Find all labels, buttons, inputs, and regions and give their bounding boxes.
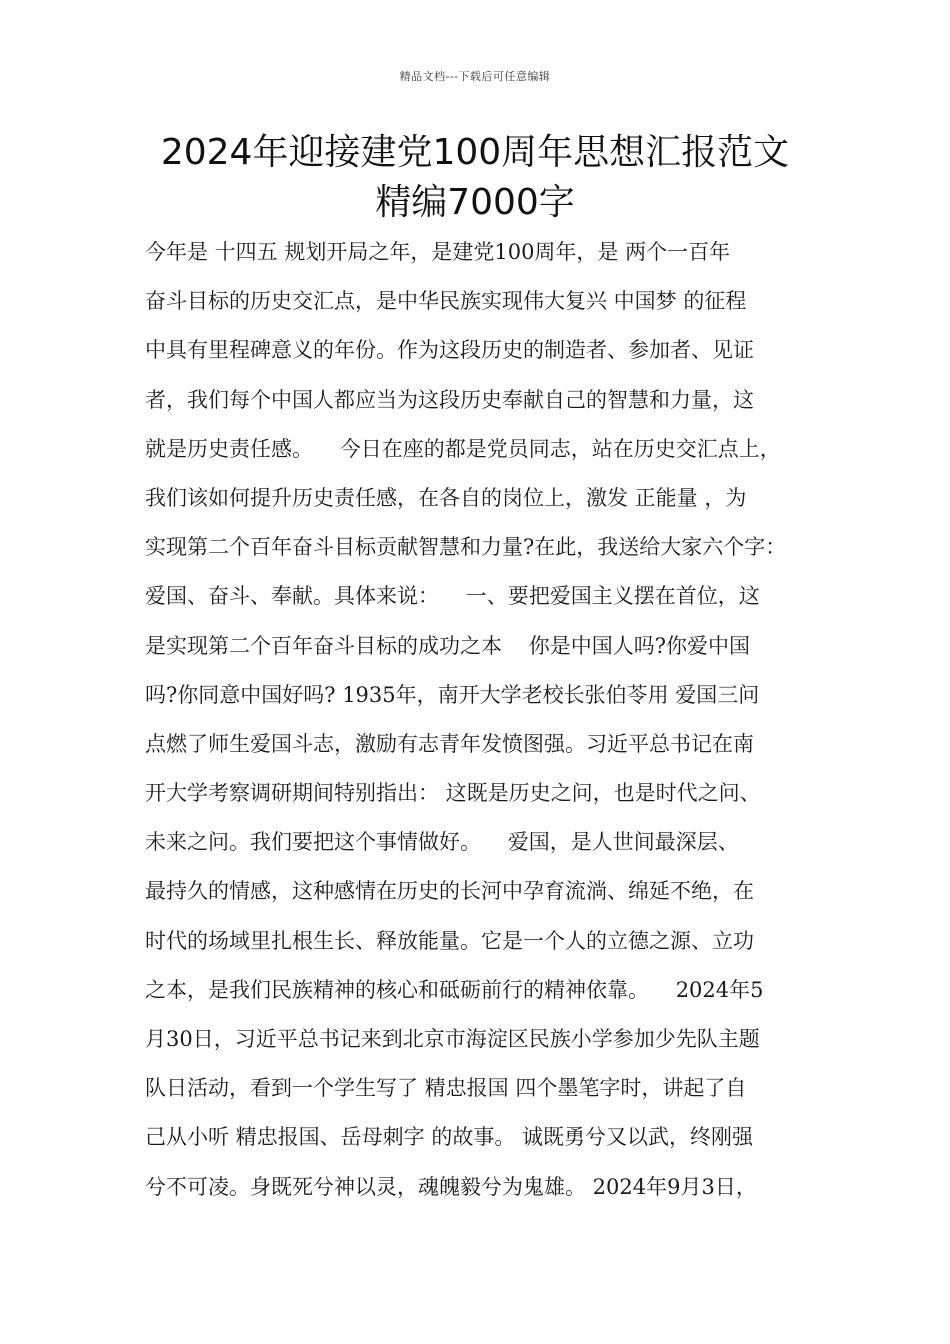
body-line: 时代的场域里扎根生长、释放能量。它是一个人的立德之源、立功 [145,928,754,953]
title-line-2: 精编7000字 [375,182,575,223]
body-line: 爱国、奋斗、奉献。具体来说： 一、要把爱国主义摆在首位，这 [145,584,760,609]
body-line: 点燃了师生爱国斗志，激励有志青年发愤图强。习近平总书记在南 [145,731,754,756]
body-line: 队日活动，看到一个学生写了 精忠报国 四个墨笔字时，讲起了自 [145,1076,747,1101]
body-text [145,228,825,1212]
body-line: 吗?你同意中国好吗? 1935年，南开大学老校长张伯苓用 爱国三问 [145,682,760,707]
title-line-1: 2024年迎接建党100周年思想汇报范文 [160,132,790,173]
body-line: 我们该如何提升历史责任感，在各自的岗位上，激发 正能量 ，为 [145,485,747,510]
document-title [100,128,850,228]
body-line: 中具有里程碑意义的年份。作为这段历史的制造者、参加者、见证 [145,338,754,363]
body-line: 实现第二个百年奋斗目标贡献智慧和力量?在此，我送给大家六个字： [145,535,787,560]
body-line: 者，我们每个中国人都应当为这段历史奉献自己的智慧和力量，这 [145,387,754,412]
body-line: 今年是 十四五 规划开局之年，是建党100周年，是 两个一百年 [145,240,731,264]
body-line: 己从小听 精忠报国、岳母刺字 的故事。 诚既勇兮又以武，终刚强 [145,1125,754,1150]
body-line: 是实现第二个百年奋斗目标的成功之本 你是中国人吗?你爱中国 [145,633,750,658]
body-line: 未来之问。我们要把这个事情做好。 爱国，是人世间最深层、 [145,830,739,855]
body-line: 兮不可凌。身既死兮神以灵，魂魄毅兮为鬼雄。 2024年9月3日， [145,1174,757,1199]
body-line: 奋斗目标的历史交汇点，是中华民族实现伟大复兴 中国梦 的征程 [145,289,747,314]
body-line: 月30日，习近平总书记来到北京市海淀区民族小学参加少先队主题 [145,1027,760,1051]
header-note: 精品文档---下载后可任意编辑 [399,70,551,83]
body-line: 开大学考察调研期间特别指出： 这既是历史之问，也是时代之问、 [145,781,761,806]
body-line: 最持久的情感，这种感情在历史的长河中孕育流淌、绵延不绝，在 [145,879,754,904]
body-line: 之本，是我们民族精神的核心和砥砺前行的精神依靠。 2024年5 [145,977,764,1002]
body-line: 就是历史责任感。 今日在座的都是党员同志，站在历史交汇点上， [145,436,781,461]
